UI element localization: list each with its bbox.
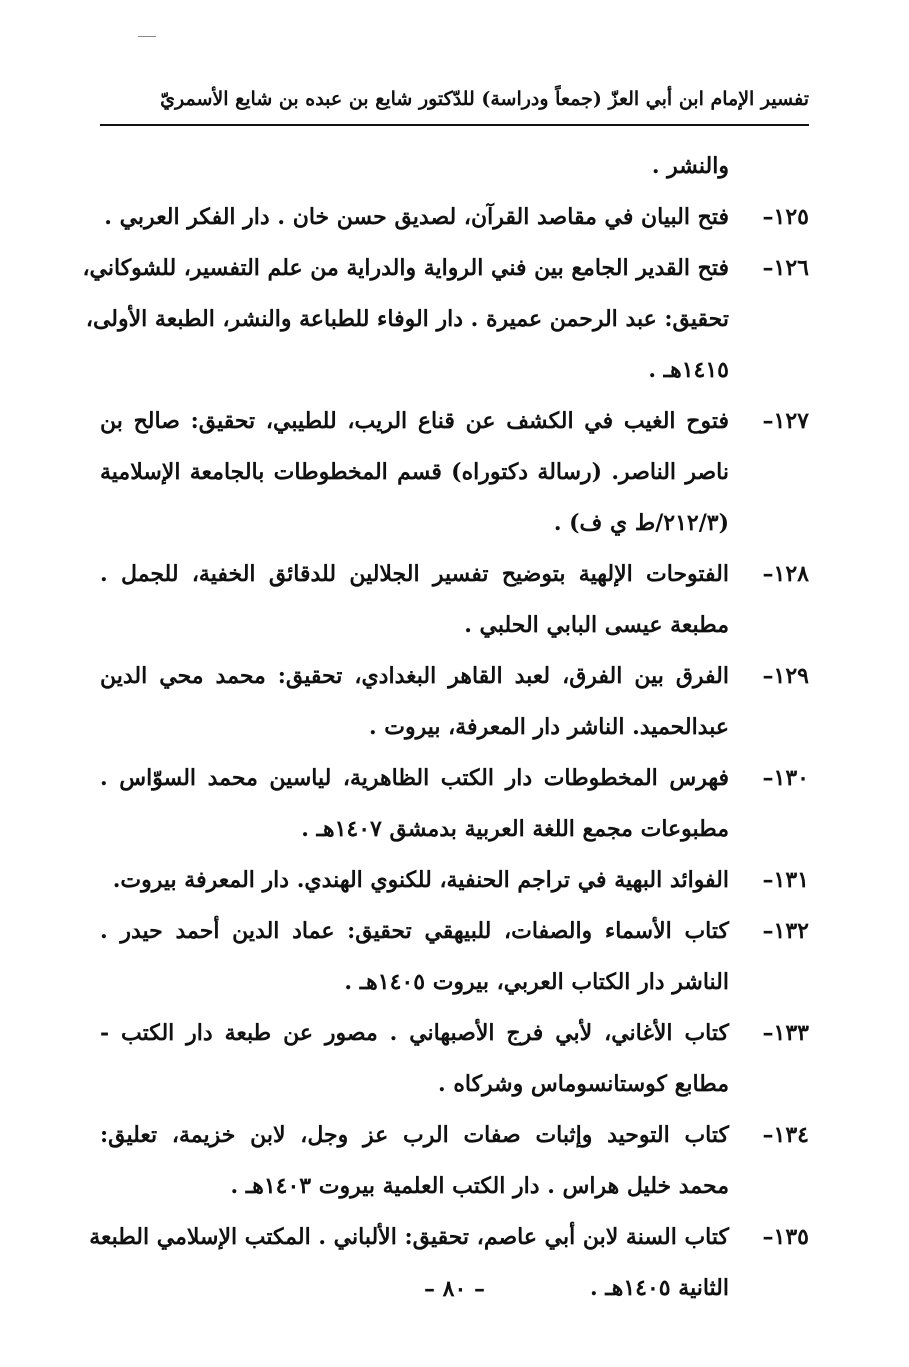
bibliography-entry <box>100 396 809 549</box>
continuation-line: والنشر . <box>651 153 729 179</box>
bibliography-entry <box>100 651 809 753</box>
bibliography-entry <box>100 1008 809 1110</box>
entry-line: الثانية ١٤٠٥هـ . <box>589 1275 729 1301</box>
entry-number: ١٢٨– <box>762 561 809 587</box>
entry-line: الناشر دار الكتاب العربي، بيروت ١٤٠٥هـ . <box>344 969 729 995</box>
bibliography-entry <box>100 549 809 651</box>
entry-line: كتاب الأغاني، لأبي فرج الأصبهاني . مصور عن طبعة دار الكتب - <box>100 1020 729 1046</box>
entry-line: فتح البيان في مقاصد القرآن، لصديق حسن خان . دار الفكر العربي . <box>104 204 729 230</box>
entry-line: كتاب السنة لابن أبي عاصم، تحقيق: الألباني . المكتب الإسلامي الطبعة <box>89 1224 729 1250</box>
bibliography-entry <box>82 243 809 396</box>
bibliography-entry <box>100 906 809 1008</box>
entry-line: الفرق بين الفرق، لعبد القاهر البغدادي، تحقيق: محمد محي الدين <box>100 663 729 689</box>
entry-line: فتح القدير الجامع بين فني الرواية والدراية من علم التفسير، للشوكاني، <box>82 255 729 281</box>
entry-number: ١٣٠– <box>762 765 809 791</box>
entry-line: مطابع كوستانسوماس وشركاه . <box>438 1071 729 1097</box>
entry-number: ١٢٦– <box>762 255 809 281</box>
entry-number: ١٣٣– <box>762 1020 809 1046</box>
entry-line: (٢١٢/٣/ط ي ف) . <box>553 510 729 536</box>
bibliography-entry <box>100 855 809 906</box>
entry-line: ١٤١٥هـ . <box>648 357 729 383</box>
entry-line: كتاب الأسماء والصفات، للبيهقي تحقيق: عماد الدين أحمد حيدر . <box>100 918 729 944</box>
bibliography-list <box>82 140 809 1314</box>
entry-number: ١٣١– <box>762 867 809 893</box>
entry-line: فهرس المخطوطات دار الكتب الظاهرية، لياسين محمد السوّاس . <box>100 765 729 791</box>
header-rule <box>100 124 809 126</box>
entry-number: ١٢٧– <box>762 408 809 434</box>
running-header: تفسير الإمام ابن أبي العزّ (جمعاً ودراسة) للدّكتور شايع بن عبده بن شايع الأسمريّ <box>160 88 809 110</box>
bibliography-entry <box>100 192 809 243</box>
entry-line: الفتوحات الإلهية بتوضيح تفسير الجلالين للدقائق الخفية، للجمل . <box>100 561 729 587</box>
entries-container <box>82 192 809 1314</box>
entry-number: ١٢٥– <box>762 204 809 230</box>
entry-line: عبدالحميد. الناشر دار المعرفة، بيروت . <box>368 714 729 740</box>
entry-line: ناصر الناصر. (رسالة دكتوراه) قسم المخطوطات بالجامعة الإسلامية <box>100 459 729 485</box>
entry-line: مطبوعات مجمع اللغة العربية بدمشق ١٤٠٧هـ . <box>301 816 729 842</box>
entry-number: ١٣٤– <box>762 1122 809 1148</box>
entry-line: الفوائد البهية في تراجم الحنفية، للكنوي الهندي. دار المعرفة بيروت. <box>112 867 729 893</box>
entry-line: تحقيق: عبد الرحمن عميرة . دار الوفاء للطباعة والنشر، الطبعة الأولى، <box>85 306 729 332</box>
bibliography-entry <box>100 1110 809 1212</box>
entry-line: مطبعة عيسى البابي الحلبي . <box>464 612 729 638</box>
entry-line: فتوح الغيب في الكشف عن قناع الريب، للطيبي، تحقيق: صالح بن <box>100 408 729 434</box>
entry-number: ١٣٥– <box>762 1224 809 1250</box>
bibliography-entry <box>100 753 809 855</box>
top-mark <box>138 36 156 37</box>
entry-number: ١٢٩– <box>762 663 809 689</box>
page-number: – ٨٠ – <box>424 1276 485 1302</box>
entry-line: محمد خليل هراس . دار الكتب العلمية بيروت ١٤٠٣هـ . <box>230 1173 729 1199</box>
entry-number: ١٣٢– <box>762 918 809 944</box>
entry-line: كتاب التوحيد وإثبات صفات الرب عز وجل، لابن خزيمة، تعليق: <box>100 1122 729 1148</box>
